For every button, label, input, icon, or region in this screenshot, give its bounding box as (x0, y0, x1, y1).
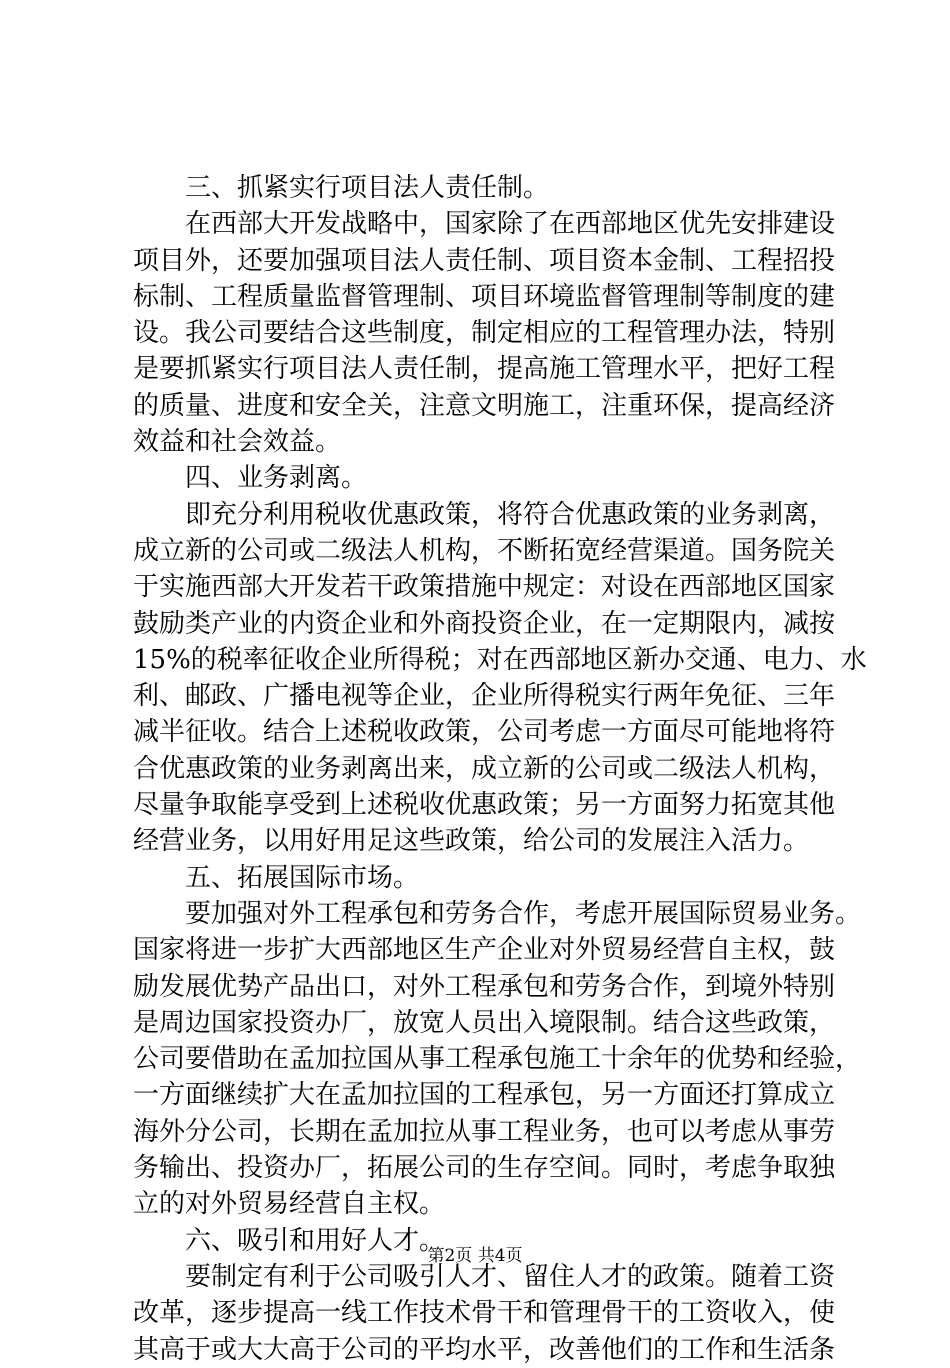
text-line: 其高于或大大高于公司的平均水平，改善他们的工作和生活条 (133, 1334, 836, 1365)
text-line: 六、吸引和用好人才。 (185, 1225, 446, 1256)
text-line: 海外分公司，长期在孟加拉从事工程业务，也可以考虑从事劳 (133, 1116, 836, 1147)
text-line: 是要抓紧实行项目法人责任制，提高施工管理水平，把好工程 (133, 354, 836, 385)
text-line: 利、邮政、广播电视等企业，企业所得税实行两年免征、三年 (133, 681, 836, 712)
text-line: 四、业务剥离。 (185, 463, 368, 494)
text-line: 一方面继续扩大在孟加拉国的工程承包，另一方面还打算成立 (133, 1080, 836, 1111)
text-line: 要制定有利于公司吸引人才、留住人才的政策。随着工资 (185, 1261, 836, 1292)
text-line: 尽量争取能享受到上述税收优惠政策；另一方面努力拓宽其他 (133, 790, 836, 821)
text-line: 是周边国家投资办厂，放宽人员出入境限制。结合这些政策， (133, 1007, 836, 1038)
text-line: 务输出、投资办厂，拓展公司的生存空间。同时，考虑争取独 (133, 1153, 836, 1184)
text-line: 于实施西部大开发若干政策措施中规定：对设在西部地区国家 (133, 572, 836, 603)
text-line: 15%的税率征收企业所得税；对在西部地区新办交通、电力、水 (133, 644, 867, 675)
page-footer (0, 1244, 950, 1268)
text-line: 效益和社会效益。 (133, 427, 342, 458)
text-line: 三、抓紧实行项目法人责任制。 (185, 173, 550, 203)
text-line: 五、拓展国际市场。 (185, 862, 420, 893)
page-number-label: 第2页 共4页 (427, 1246, 523, 1266)
text-line: 成立新的公司或二级法人机构，不断拓宽经营渠道。国务院关 (133, 535, 836, 566)
text-line: 的质量、进度和安全关，注意文明施工，注重环保，提高经济 (133, 390, 836, 421)
text-line: 励发展优势产品出口，对外工程承包和劳务合作，到境外特别 (133, 971, 836, 1002)
document-body (133, 170, 867, 1368)
text-line: 改革，逐步提高一线工作技术骨干和管理骨干的工资收入，使 (133, 1298, 836, 1329)
text-line: 即充分利用税收优惠政策，将符合优惠政策的业务剥离， (185, 499, 836, 530)
text-line: 在西部大开发战略中，国家除了在西部地区优先安排建设 (185, 209, 836, 240)
text-line: 公司要借助在孟加拉国从事工程承包施工十余年的优势和经验， (133, 1044, 862, 1075)
text-line: 要加强对外工程承包和劳务合作，考虑开展国际贸易业务。 (185, 898, 862, 929)
text-line: 减半征收。结合上述税收政策，公司考虑一方面尽可能地将符 (133, 717, 836, 748)
text-line: 标制、工程质量监督管理制、项目环境监督管理制等制度的建 (133, 281, 836, 312)
text-line: 项目外，还要加强项目法人责任制、项目资本金制、工程招投 (133, 245, 836, 276)
text-line: 合优惠政策的业务剥离出来，成立新的公司或二级法人机构， (133, 753, 836, 784)
text-line: 设。我公司要结合这些制度，制定相应的工程管理办法，特别 (133, 318, 836, 349)
text-line: 鼓励类产业的内资企业和外商投资企业，在一定期限内，减按 (133, 608, 836, 639)
text-line: 立的对外贸易经营自主权。 (133, 1189, 446, 1220)
text-line: 经营业务，以用好用足这些政策，给公司的发展注入活力。 (133, 826, 810, 857)
text-line: 国家将进一步扩大西部地区生产企业对外贸易经营自主权，鼓 (133, 935, 836, 966)
